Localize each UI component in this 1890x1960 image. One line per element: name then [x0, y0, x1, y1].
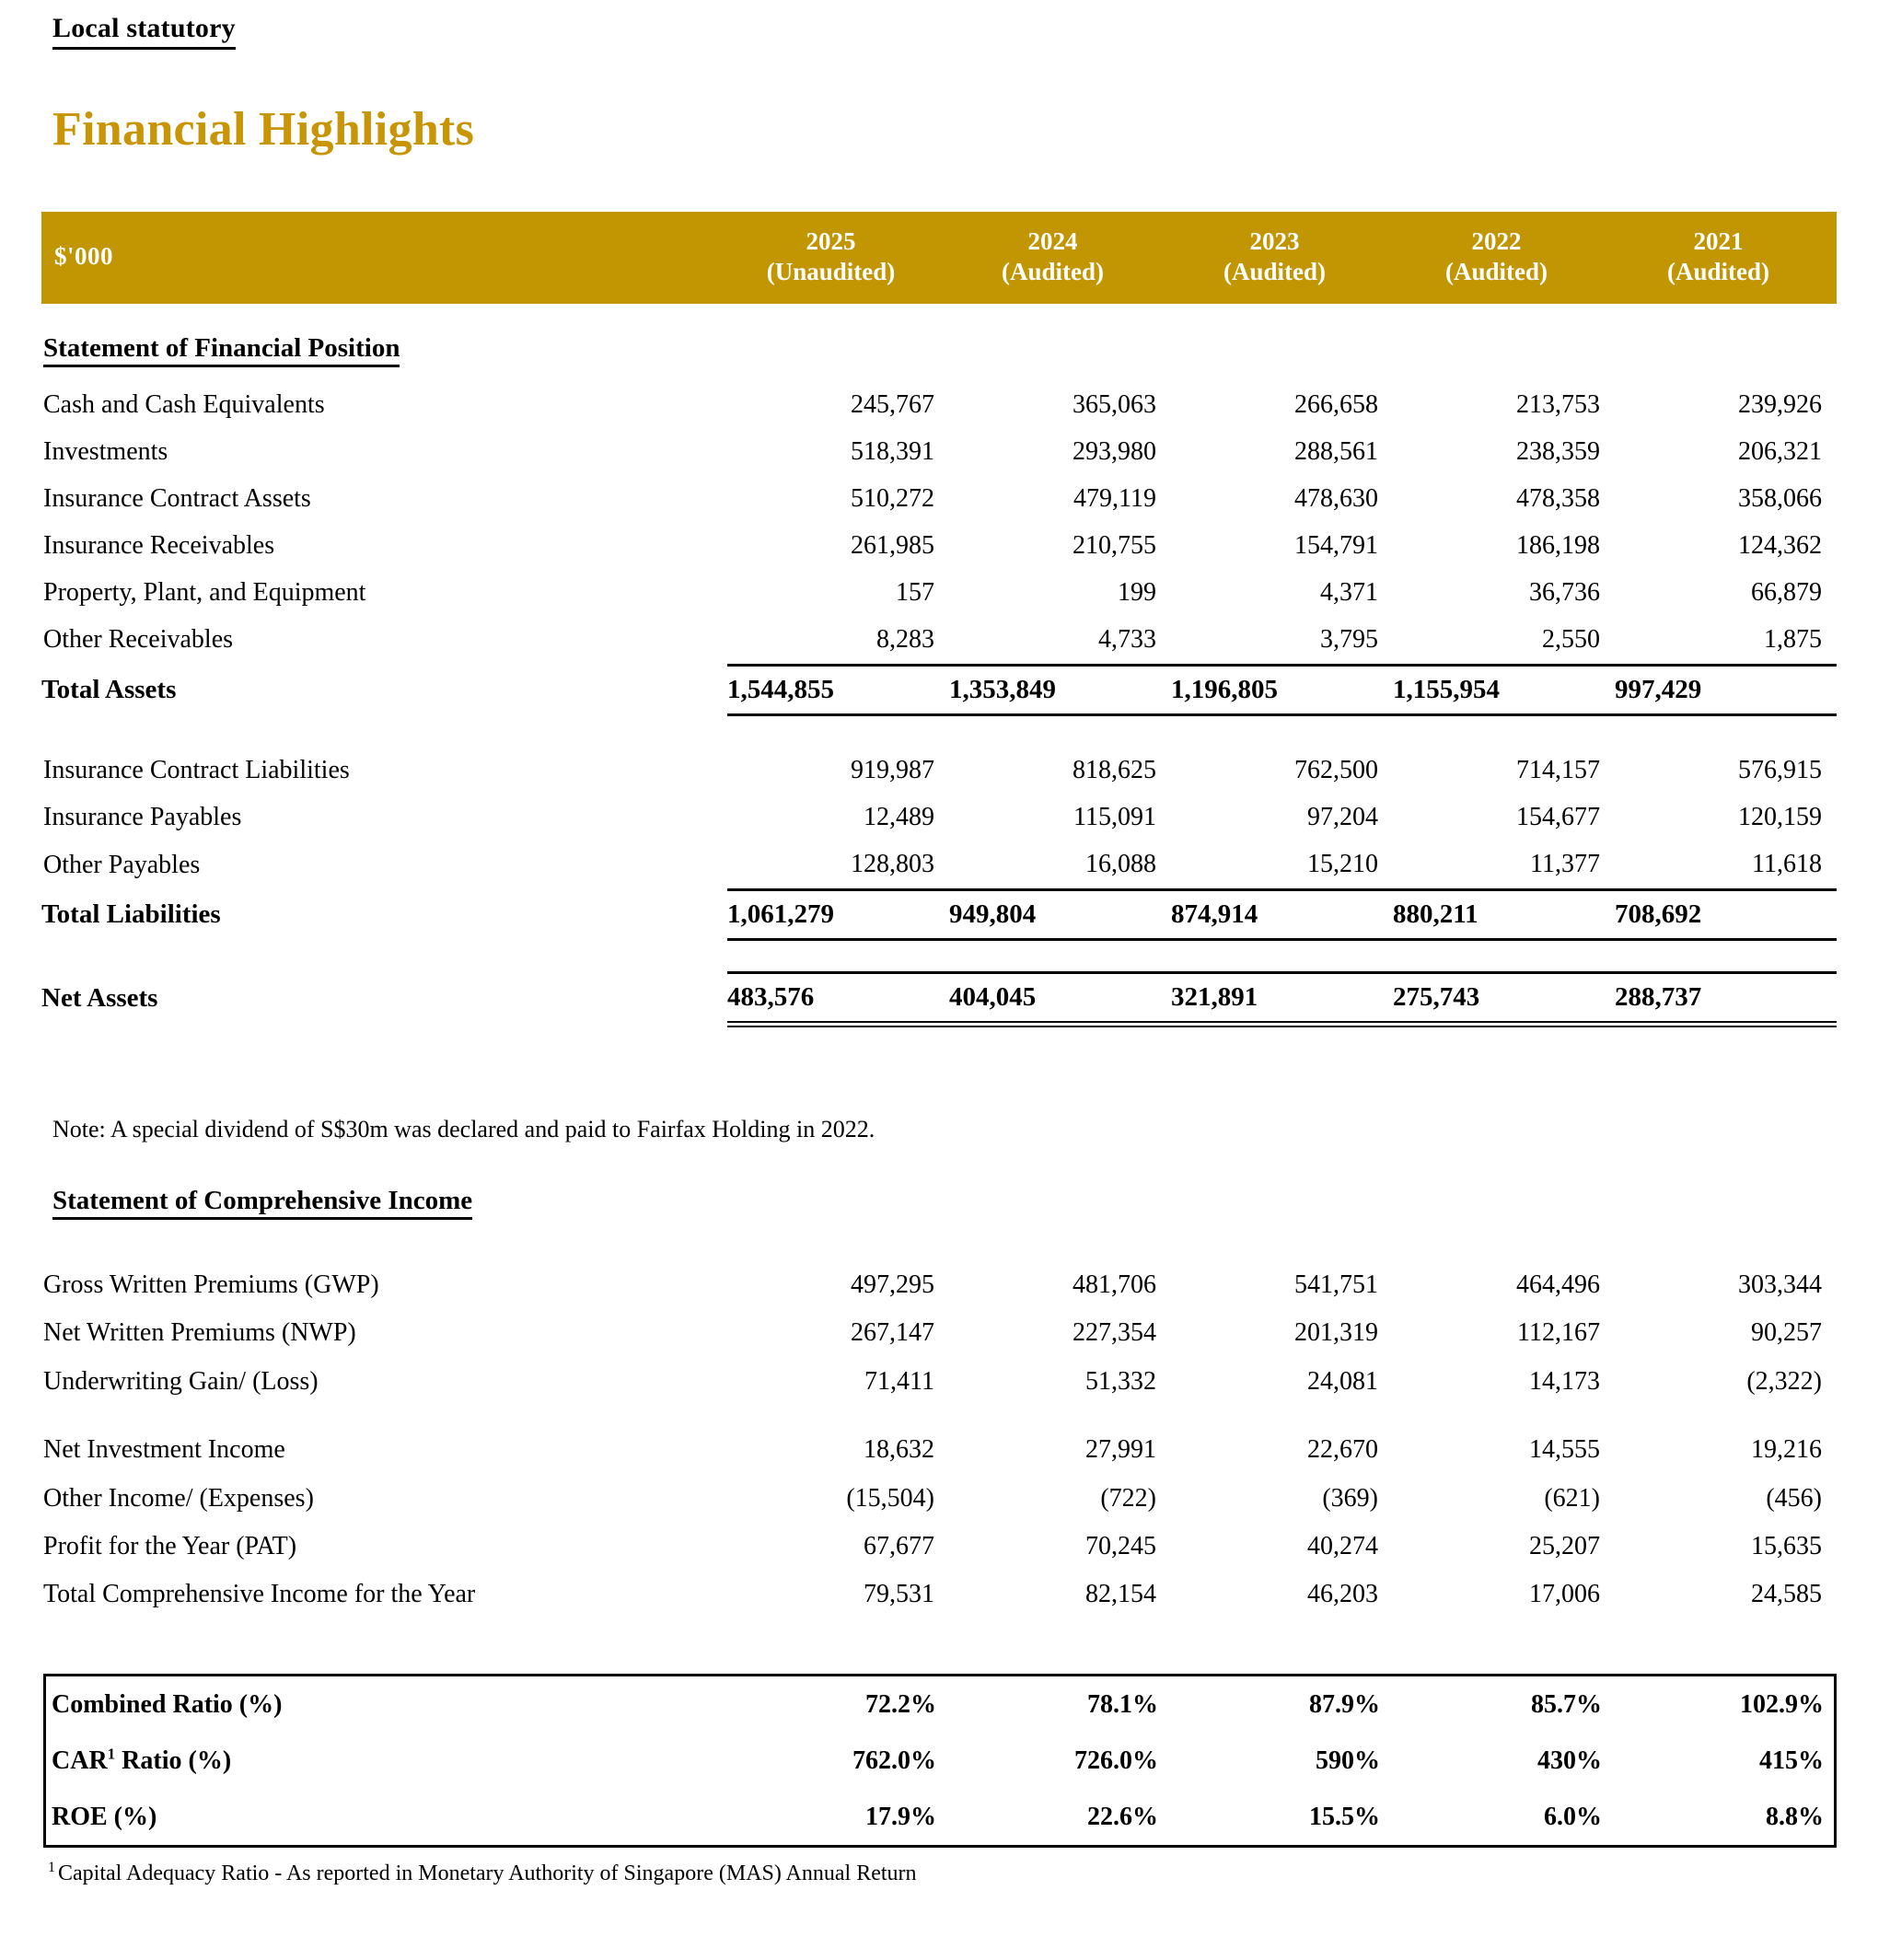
cell-2023: 46,203 — [1307, 1580, 1378, 1609]
cell-2025: 12,489 — [864, 803, 934, 832]
row-spacer — [41, 1406, 1837, 1426]
cell-2022: 430% — [1537, 1746, 1602, 1775]
table-header-row — [41, 212, 1837, 304]
cell-2022: 85.7% — [1531, 1690, 1602, 1719]
row-spacer — [41, 939, 1837, 972]
cell-2023: (369) — [1322, 1483, 1378, 1513]
table-row — [41, 1571, 1837, 1618]
cell-2024: 726.0% — [1074, 1746, 1158, 1775]
row-label-prefix: CAR — [52, 1746, 108, 1775]
row-label: Other Receivables — [43, 625, 234, 655]
cell-2023: 288,561 — [1294, 436, 1378, 466]
year-label: 2023 — [1249, 227, 1300, 255]
cell-2024: 82,154 — [1085, 1580, 1156, 1609]
cell-2022: 14,555 — [1529, 1435, 1600, 1465]
cell-2023: 15,210 — [1307, 850, 1378, 878]
table-row — [41, 841, 1837, 889]
cell-2024: (722) — [1100, 1483, 1156, 1513]
cell-2023: 3,795 — [1320, 624, 1378, 654]
row-label: Net Written Premiums (NWP) — [43, 1318, 356, 1348]
page-footnote — [48, 1860, 917, 1888]
cell-2022: 275,743 — [1393, 972, 1615, 1024]
cell-2021: 576,915 — [1738, 756, 1822, 785]
cell-2025: 261,985 — [851, 530, 934, 560]
row-label: Insurance Receivables — [43, 530, 275, 560]
dividend-note: Note: A special dividend of S$30m was declared and paid to Fairfax Holding in 2022. — [52, 1116, 875, 1142]
table-row — [41, 1475, 1837, 1523]
row-label: Insurance Payables — [43, 803, 242, 832]
column-header-2023 — [1171, 212, 1393, 304]
cell-2023: 478,630 — [1294, 483, 1378, 513]
row-label: Insurance Contract Assets — [43, 483, 311, 513]
cell-2022: 478,358 — [1516, 483, 1600, 513]
total-liabilities-row — [41, 889, 1837, 939]
cell-2025: 17.9% — [865, 1803, 936, 1831]
cell-2021: (2,322) — [1746, 1366, 1822, 1396]
cell-2025: 245,767 — [851, 389, 934, 419]
cell-2024: 949,804 — [949, 889, 1171, 939]
cell-2024: 78.1% — [1087, 1690, 1158, 1719]
cell-2025: 128,803 — [851, 850, 934, 878]
key-ratios-table — [46, 1676, 1838, 1845]
cell-2021: 66,879 — [1751, 577, 1822, 607]
cell-2021: 288,737 — [1615, 972, 1837, 1024]
unit-label: $'000 — [41, 212, 727, 304]
cell-2022: 36,736 — [1529, 577, 1600, 607]
row-spacer — [41, 714, 1837, 748]
comprehensive-income-table — [41, 1261, 1837, 1619]
cell-2025: 762.0% — [852, 1746, 936, 1775]
row-label: Insurance Contract Liabilities — [43, 756, 350, 785]
cell-2023: 541,751 — [1294, 1270, 1378, 1299]
row-label: Property, Plant, and Equipment — [43, 577, 366, 607]
cell-2022: 880,211 — [1393, 889, 1615, 939]
cell-2023: 87.9% — [1309, 1690, 1380, 1719]
cell-2021: 124,362 — [1738, 530, 1822, 560]
cell-2025: 518,391 — [851, 436, 934, 466]
cell-2025: 8,283 — [876, 624, 934, 654]
cell-2024: 16,088 — [1085, 850, 1156, 878]
financial-position-table-wrapper — [41, 212, 1837, 1027]
cell-2025: 71,411 — [864, 1366, 934, 1396]
cell-2023: 15.5% — [1309, 1803, 1380, 1831]
cell-2023: 22,670 — [1307, 1435, 1378, 1465]
cell-2024: 199 — [1118, 577, 1156, 607]
cell-2025: 919,987 — [851, 756, 934, 785]
cell-2024: 1,353,849 — [949, 665, 1171, 714]
cell-2021: 997,429 — [1615, 665, 1837, 714]
row-label: Net Investment Income — [43, 1435, 285, 1465]
table-row — [41, 382, 1837, 429]
row-label: Combined Ratio (%) — [52, 1690, 283, 1719]
table-row — [41, 570, 1837, 617]
cell-2022: 2,550 — [1542, 624, 1600, 654]
cell-2023: 24,081 — [1307, 1366, 1378, 1396]
cell-2021: 239,926 — [1738, 389, 1822, 419]
key-ratios-box — [43, 1674, 1837, 1848]
cell-2025: 72.2% — [865, 1690, 936, 1719]
table-header — [41, 212, 1837, 304]
column-header-2022 — [1393, 212, 1615, 304]
table-row — [41, 1309, 1837, 1357]
audit-status-label: (Audited) — [1001, 257, 1104, 285]
cell-2024: 70,245 — [1085, 1531, 1156, 1560]
cell-2021: 19,216 — [1751, 1435, 1822, 1465]
audit-status-label: (Unaudited) — [766, 257, 896, 285]
cell-2021: 358,066 — [1738, 483, 1822, 513]
cell-2024: 115,091 — [1073, 803, 1156, 832]
cell-2024: 4,733 — [1098, 624, 1156, 654]
footnote-marker: 1 — [48, 1860, 55, 1875]
section-heading-comprehensive-income: Statement of Comprehensive Income — [52, 1186, 472, 1220]
cell-2021: 120,159 — [1738, 803, 1822, 832]
audit-status-label: (Audited) — [1444, 257, 1548, 285]
cell-2024: 365,063 — [1073, 389, 1156, 419]
cell-2023: 154,791 — [1294, 530, 1378, 560]
table-row — [41, 429, 1837, 476]
financial-position-table — [41, 212, 1837, 1027]
table-row — [41, 1261, 1837, 1309]
cell-2022: 11,377 — [1530, 850, 1600, 878]
page-kicker: Local statutory — [52, 13, 236, 50]
cell-2021: 1,875 — [1764, 624, 1822, 654]
table-row — [46, 1733, 1838, 1789]
cell-2022: 112,167 — [1517, 1318, 1600, 1348]
row-label: Total Comprehensive Income for the Year — [43, 1580, 476, 1609]
audit-status-label: (Audited) — [1223, 257, 1326, 285]
section-heading-financial-position: Statement of Financial Position — [41, 304, 1837, 382]
cell-2022: 25,207 — [1529, 1531, 1600, 1560]
row-label: Total Liabilities — [41, 899, 221, 929]
cell-2024: 27,991 — [1085, 1435, 1156, 1465]
row-label: Profit for the Year (PAT) — [43, 1531, 297, 1560]
cell-2021: 8.8% — [1766, 1803, 1824, 1831]
financial-position-body — [41, 304, 1837, 1025]
key-ratios-body — [46, 1676, 1838, 1845]
cell-2021: (456) — [1766, 1483, 1822, 1513]
cell-2025: 1,061,279 — [727, 889, 949, 939]
cell-2024: 51,332 — [1085, 1366, 1156, 1396]
year-label: 2021 — [1693, 227, 1744, 255]
cell-2022: 6.0% — [1544, 1803, 1602, 1831]
footnote-marker: 1 — [107, 1745, 116, 1763]
cell-2024: 479,119 — [1073, 483, 1156, 513]
cell-2021: 415% — [1759, 1746, 1824, 1775]
row-label: ROE (%) — [52, 1803, 157, 1831]
table-row — [41, 617, 1837, 665]
cell-2024: 227,354 — [1073, 1318, 1156, 1348]
cell-2022: 1,155,954 — [1393, 665, 1615, 714]
cell-2021: 90,257 — [1751, 1318, 1822, 1348]
net-assets-row — [41, 972, 1837, 1024]
cell-2024: 22.6% — [1087, 1803, 1158, 1831]
audit-status-label: (Audited) — [1666, 257, 1769, 285]
cell-2025: 79,531 — [864, 1580, 934, 1609]
cell-2023: 321,891 — [1171, 972, 1393, 1024]
table-row — [41, 1358, 1837, 1406]
cell-2021: 303,344 — [1738, 1270, 1822, 1299]
table-row — [46, 1789, 1838, 1845]
row-label: Other Income/ (Expenses) — [43, 1483, 314, 1513]
table-row — [41, 523, 1837, 570]
total-assets-row — [41, 665, 1837, 714]
column-header-2024 — [949, 212, 1171, 304]
cell-2024: 404,045 — [949, 972, 1171, 1024]
cell-2022: (621) — [1544, 1483, 1600, 1513]
cell-2022: 714,157 — [1516, 756, 1600, 785]
year-label: 2022 — [1471, 227, 1522, 255]
year-label: 2024 — [1027, 227, 1078, 255]
page-title: Financial Highlights — [52, 103, 475, 156]
cell-2025: 1,544,855 — [727, 665, 949, 714]
column-header-2025 — [727, 212, 949, 304]
cell-2021: 102.9% — [1740, 1690, 1824, 1719]
row-label: Other Payables — [43, 850, 201, 879]
year-label: 2025 — [806, 227, 856, 255]
cell-2025: 267,147 — [851, 1318, 934, 1348]
cell-2022: 464,496 — [1516, 1270, 1600, 1299]
footnote-text: Capital Adequacy Ratio - As reported in Monetary Authority of Singapore (MAS) Annual Return — [58, 1861, 917, 1885]
cell-2023: 266,658 — [1294, 389, 1378, 419]
row-label: Total Assets — [41, 674, 177, 704]
row-label: Cash and Cash Equivalents — [43, 389, 325, 419]
cell-2025: 157 — [896, 577, 934, 607]
cell-2023: 590% — [1316, 1746, 1380, 1775]
cell-2021: 708,692 — [1615, 889, 1837, 939]
table-row — [41, 1426, 1837, 1474]
comprehensive-income-table-wrapper — [41, 1261, 1837, 1619]
cell-2025: (15,504) — [846, 1483, 934, 1513]
cell-2021: 24,585 — [1751, 1580, 1822, 1609]
cell-2024: 210,755 — [1073, 530, 1156, 560]
cell-2025: 497,295 — [851, 1270, 934, 1299]
cell-2023: 40,274 — [1307, 1531, 1378, 1560]
table-row — [41, 794, 1837, 841]
table-row — [41, 1523, 1837, 1571]
cell-2023: 1,196,805 — [1171, 665, 1393, 714]
cell-2022: 154,677 — [1516, 803, 1600, 832]
row-label: Net Assets — [41, 982, 158, 1013]
cell-2024: 481,706 — [1073, 1270, 1156, 1299]
cell-2022: 14,173 — [1529, 1366, 1600, 1396]
row-label-suffix: Ratio (%) — [115, 1746, 232, 1775]
cell-2021: 206,321 — [1738, 436, 1822, 466]
row-label: Investments — [43, 436, 168, 466]
cell-2022: 186,198 — [1516, 530, 1600, 560]
cell-2022: 213,753 — [1516, 389, 1600, 419]
table-row — [46, 1676, 1838, 1733]
cell-2025: 18,632 — [864, 1435, 934, 1465]
cell-2023: 762,500 — [1294, 756, 1378, 785]
table-row — [41, 476, 1837, 523]
table-row — [41, 748, 1837, 794]
cell-2025: 483,576 — [727, 972, 949, 1024]
column-header-2021 — [1615, 212, 1837, 304]
cell-2025: 67,677 — [864, 1531, 934, 1560]
cell-2023: 97,204 — [1307, 803, 1378, 832]
cell-2023: 874,914 — [1171, 889, 1393, 939]
row-label — [46, 1733, 729, 1789]
cell-2024: 818,625 — [1073, 756, 1156, 785]
cell-2024: 293,980 — [1073, 436, 1156, 466]
row-label: Underwriting Gain/ (Loss) — [43, 1366, 319, 1396]
cell-2021: 15,635 — [1751, 1531, 1822, 1560]
cell-2022: 17,006 — [1529, 1580, 1600, 1609]
cell-2023: 4,371 — [1320, 577, 1378, 607]
row-label: Gross Written Premiums (GWP) — [43, 1270, 379, 1299]
section-heading-row — [41, 304, 1837, 382]
cell-2022: 238,359 — [1516, 436, 1600, 466]
cell-2021: 11,618 — [1752, 850, 1822, 878]
cell-2023: 201,319 — [1294, 1318, 1378, 1348]
comprehensive-income-body — [41, 1261, 1837, 1619]
cell-2025: 510,272 — [851, 483, 934, 513]
